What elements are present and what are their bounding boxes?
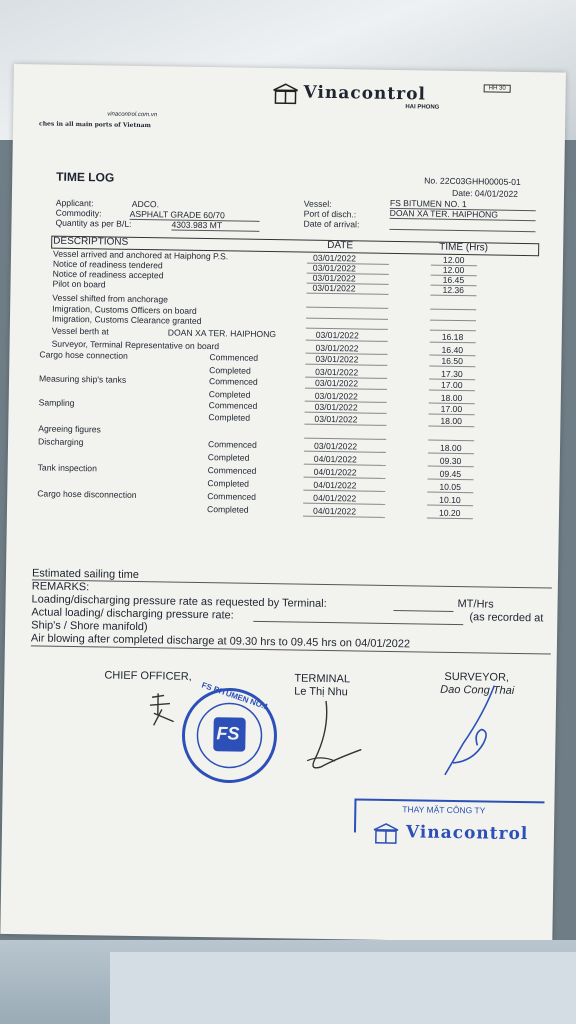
row-date: 03/01/2022 <box>312 272 356 284</box>
surveyor-label: SURVEYOR, <box>444 670 510 684</box>
brand-sub: HAI PHONG <box>405 104 440 111</box>
quantity-label: Quantity as per B/L: <box>55 217 132 229</box>
row-time: 18.00 <box>440 392 463 404</box>
row-date: 04/01/2022 <box>313 453 357 465</box>
row-time: 17.00 <box>440 403 463 415</box>
row-time: 10.10 <box>439 494 461 506</box>
brand-name: Vinacontrol <box>303 82 427 105</box>
time-underline <box>430 309 476 311</box>
commodity-label: Commodity: <box>55 207 102 219</box>
row-time: 16.50 <box>441 355 463 367</box>
behalf-brand: Vinacontrol <box>405 822 529 845</box>
row-date: 03/01/2022 <box>315 329 359 341</box>
row-time: 18.00 <box>440 415 463 427</box>
row-date: 04/01/2022 <box>313 492 357 504</box>
vessel-value: FS BITUMEN NO. 1 <box>390 198 536 211</box>
divider <box>32 579 552 588</box>
row-date: 04/01/2022 <box>313 479 357 491</box>
row-time: 18.00 <box>439 442 462 454</box>
row-sub-label: Commenced <box>207 439 257 450</box>
terminal-signature <box>295 699 376 780</box>
date-underline <box>304 464 386 466</box>
time-underline <box>428 466 474 468</box>
quantity-value: 4303.983 MT <box>171 219 259 231</box>
row-date: 03/01/2022 <box>315 366 359 378</box>
row-date: 03/01/2022 <box>315 353 359 365</box>
date-underline <box>304 438 386 440</box>
doc-number: No. 22C03GHH00005-01 <box>424 175 521 187</box>
behalf-line <box>354 798 544 803</box>
form-badge: HH 30 <box>484 84 511 92</box>
row-time: 17.00 <box>440 379 463 391</box>
arrival-value <box>389 220 535 232</box>
col-date: DATE <box>327 239 354 252</box>
vinacontrol-stamp-icon <box>372 822 400 846</box>
as-recorded: (as recorded at <box>469 611 544 625</box>
row-description: Vessel berth at <box>51 325 109 337</box>
vinacontrol-logo-icon <box>271 82 299 106</box>
chief-officer-label: CHIEF OFFICER, <box>104 669 192 683</box>
remarks-label: REMARKS: <box>31 580 90 594</box>
sheet-edge <box>110 952 576 1024</box>
row-date: 03/01/2022 <box>314 377 359 389</box>
applicant-value: ADCO. <box>131 198 160 210</box>
row-time: 10.05 <box>439 481 462 493</box>
row-description: Sampling <box>38 397 75 408</box>
row-description: Agreeing figures <box>38 423 101 435</box>
col-descriptions: DESCRIPTIONS <box>53 235 129 248</box>
row-sub-label: Completed <box>207 478 250 489</box>
row-description: Pilot on board <box>52 278 106 290</box>
row-date: 03/01/2022 <box>314 401 358 413</box>
row-sub-label: Completed <box>206 504 249 515</box>
actual-rate-line <box>253 621 463 625</box>
date-underline <box>306 293 388 295</box>
commodity-value: ASPHALT GRADE 60/70 <box>130 209 260 222</box>
row-time: 16.18 <box>441 331 464 343</box>
row-sub-label: Completed <box>207 452 250 463</box>
page-title: TIME LOG <box>56 169 115 185</box>
row-sub-label: Commenced <box>208 376 258 387</box>
port-value: DOAN XA TER. HAIPHONG <box>390 208 536 221</box>
surveyor-signature <box>423 683 525 785</box>
air-blowing-note: Air blowing after completed discharge at 09.30 hrs to 09.45 hrs on 04/01/2022 <box>30 632 411 651</box>
date-underline <box>305 388 387 390</box>
time-underline <box>429 366 475 368</box>
row-sub-label: Commenced <box>209 352 259 363</box>
behalf-bracket <box>354 798 357 832</box>
date-underline <box>304 451 386 453</box>
date-underline <box>304 477 386 479</box>
ports-line: ches in all main ports of Vietnam <box>39 120 151 130</box>
row-date: 04/01/2022 <box>312 505 357 517</box>
rate-line <box>393 610 453 612</box>
site-line: vinacontrol.com.vn <box>107 111 158 119</box>
row-date: 03/01/2022 <box>312 262 356 274</box>
date-underline <box>306 318 388 320</box>
vessel-label: Vessel: <box>303 198 332 210</box>
row-date: 03/01/2022 <box>314 413 358 425</box>
row-description: Notice of readiness tendered <box>52 258 163 271</box>
date-underline <box>303 503 385 505</box>
row-description: Notice of readiness accepted <box>52 268 164 281</box>
row-description: Discharging <box>37 436 84 448</box>
row-description: Vessel arrived and anchored at Haiphong P.S. <box>52 248 229 262</box>
time-underline <box>430 320 476 322</box>
date-underline <box>305 364 387 366</box>
row-sub-label: Commenced <box>207 491 257 502</box>
chief-officer-signature <box>144 691 185 732</box>
remarks-line-3: Ship's / Shore manifold) <box>31 619 148 634</box>
row-time: 09.30 <box>439 455 462 467</box>
time-underline <box>427 505 473 507</box>
row-time: 09.45 <box>439 468 462 480</box>
row-description: Cargo hose disconnection <box>37 488 137 500</box>
background-bottom <box>0 940 576 1024</box>
time-underline <box>428 426 474 428</box>
behalf-label: THAY MẶT CÔNG TY <box>402 804 486 816</box>
terminal-label: TERMINAL <box>294 672 351 686</box>
row-description: Measuring ship's tanks <box>38 373 127 385</box>
row-date: 04/01/2022 <box>313 466 357 478</box>
terminal-name: Le Thị Nhu <box>294 685 348 699</box>
row-sub-label: DOAN XA TER. HAIPHONG <box>167 327 277 340</box>
row-description: Imigration, Customs Clearance granted <box>51 313 202 326</box>
remarks-line-1: Loading/discharging pressure rate as requested by Terminal: <box>31 593 327 610</box>
stamp-logo: FS <box>216 723 240 744</box>
row-sub-label: Completed <box>208 389 251 400</box>
row-time: 16.45 <box>442 274 465 286</box>
row-description: Surveyor, Terminal Representative on board <box>51 338 220 352</box>
time-underline <box>428 479 474 481</box>
col-time: TIME (Hrs) <box>439 241 489 254</box>
row-date: 03/01/2022 <box>314 390 358 402</box>
row-sub-label: Commenced <box>207 465 257 476</box>
time-underline <box>427 492 473 494</box>
applicant-label: Applicant: <box>55 197 94 209</box>
row-time: 10.20 <box>438 507 461 519</box>
row-time: 17.30 <box>441 368 463 380</box>
rate-unit: MT/Hrs <box>457 598 494 611</box>
time-underline <box>427 518 473 520</box>
time-underline <box>430 342 476 344</box>
row-time: 12.00 <box>442 254 465 266</box>
row-sub-label: Completed <box>209 365 251 376</box>
time-underline <box>428 440 474 442</box>
row-date: 03/01/2022 <box>315 342 359 354</box>
remarks-line-2: Actual loading/ discharging pressure rate: <box>31 606 234 622</box>
row-description: Vessel shifted from anchorage <box>52 292 169 305</box>
time-underline <box>429 390 475 392</box>
stamp-text: FS BITUMEN NO.1 <box>200 680 270 712</box>
time-underline <box>428 453 474 455</box>
port-label: Port of disch.: <box>303 208 357 220</box>
row-sub-label: Completed <box>208 412 251 423</box>
surveyor-name: Dao Cong Thai <box>440 683 515 697</box>
date-underline <box>304 424 386 426</box>
row-description: Cargo hose connection <box>39 349 128 361</box>
time-underline <box>430 295 476 297</box>
row-date: 03/01/2022 <box>313 440 358 452</box>
date-underline <box>303 516 385 518</box>
row-sub-label: Commenced <box>208 400 258 411</box>
date-underline <box>306 307 388 309</box>
arrival-label: Date of arrival: <box>303 218 360 230</box>
row-time: 12.00 <box>442 264 465 276</box>
row-description: Tank inspection <box>37 462 97 474</box>
date-underline <box>303 490 385 492</box>
sailing-label: Estimated sailing time <box>31 567 140 582</box>
document-page <box>0 64 566 943</box>
row-date: 03/01/2022 <box>312 282 356 294</box>
row-time: 12.36 <box>442 284 465 296</box>
doc-date: Date: 04/01/2022 <box>451 187 519 199</box>
date-underline <box>306 340 388 342</box>
row-description: Imigration, Customs Officers on board <box>52 303 197 316</box>
row-date: 03/01/2022 <box>312 252 357 264</box>
row-time: 16.40 <box>441 344 464 356</box>
